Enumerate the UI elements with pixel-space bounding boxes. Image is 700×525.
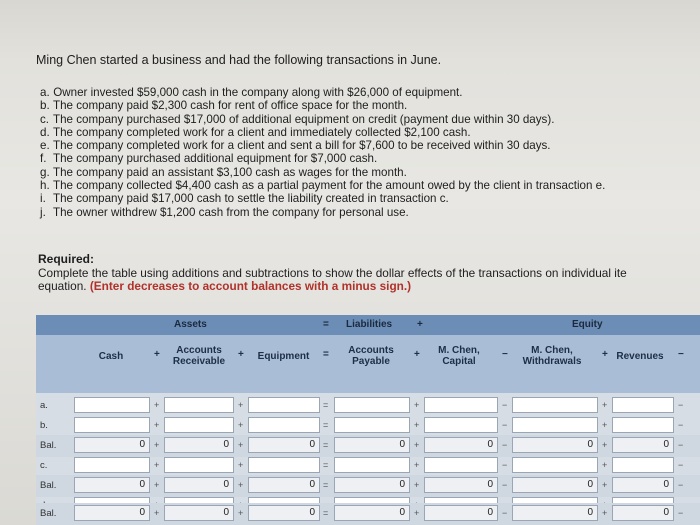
ar-balance: 0 [164,477,234,493]
minus-op: − [502,349,508,360]
group-header-row [36,315,700,335]
op: + [238,460,244,470]
balance-row [36,475,700,497]
equipment-balance: 0 [248,505,320,521]
withdrawals-input[interactable] [512,457,598,473]
op: + [238,440,244,450]
cash-input[interactable] [74,417,150,433]
revenues-input[interactable] [612,417,674,433]
instructions: Complete the table using additions and subtractions to show the dollar effects of the transactions on individual ite equation. (Enter decreases to account balances with a minus sign.) [38,266,627,293]
op: − [502,508,508,518]
op: − [502,480,508,490]
revenues-input[interactable] [612,457,674,473]
transaction-item: a. Owner invested $59,000 cash in the company along with $26,000 of equipment. [40,86,463,99]
transaction-item: h. The company collected $4,400 cash as a partial payment for the amount owed by the client in transaction e. [40,179,606,193]
op: + [602,400,608,410]
equipment-input[interactable] [248,417,320,433]
op: + [154,420,160,430]
op: − [502,460,508,470]
op: + [414,440,420,450]
row-label: b. [40,420,48,431]
op: − [678,460,684,470]
op: + [414,420,420,430]
row-label: Bal. [40,440,57,451]
transaction-item: f. The company purchased additional equipment for $7,000 cash. [40,152,378,166]
capital-input[interactable] [424,457,498,473]
op: + [154,508,160,518]
ap-balance: 0 [334,477,410,493]
equals-sign: = [323,319,329,330]
op: − [502,400,508,410]
capital-input[interactable] [424,417,498,433]
withdrawals-input[interactable] [512,417,598,433]
cash-input[interactable] [74,397,150,413]
balance-row [36,503,700,525]
transaction-item: b. The company paid $2,300 cash for rent of office space for the month. [40,99,408,113]
minus-op: − [678,349,684,360]
ar-input[interactable] [164,397,234,413]
ar-header: Accounts Receivable [172,345,226,367]
ap-balance: 0 [334,437,410,453]
withdrawals-balance: 0 [512,477,598,493]
withdrawals-header: M. Chen, Withdrawals [522,345,582,367]
op: + [154,440,160,450]
withdrawals-balance: 0 [512,437,598,453]
op: + [602,508,608,518]
ap-header: Accounts Payable [348,345,394,367]
plus-op: + [414,349,420,360]
cash-balance: 0 [74,505,150,521]
withdrawals-balance: 0 [512,505,598,521]
row-label: a. [40,400,48,411]
op: = [323,508,329,518]
row-label: c. [40,460,48,471]
op: + [602,420,608,430]
cash-balance: 0 [74,477,150,493]
cash-header: Cash [98,351,124,362]
op: + [602,460,608,470]
table-row [36,395,700,417]
table-row [36,415,700,437]
cash-input[interactable] [74,457,150,473]
cash-balance: 0 [74,437,150,453]
assets-header: Assets [174,319,207,330]
op: − [678,400,684,410]
op: − [678,440,684,450]
withdrawals-input[interactable] [512,397,598,413]
op: + [414,460,420,470]
op: + [602,440,608,450]
instructions-emphasis: (Enter decreases to account balances with a minus sign.) [89,279,412,293]
op: − [678,508,684,518]
capital-balance: 0 [424,437,498,453]
equity-header: Equity [572,319,603,330]
op: = [323,400,329,410]
equipment-input[interactable] [248,397,320,413]
op: + [154,400,160,410]
revenues-balance: 0 [612,437,674,453]
op: + [154,480,160,490]
op: + [154,460,160,470]
op: + [414,508,420,518]
op: − [678,420,684,430]
row-label: Bal. [40,508,57,519]
capital-balance: 0 [424,505,498,521]
revenues-header: Revenues [616,351,664,362]
equipment-input[interactable] [248,457,320,473]
ap-input[interactable] [334,397,410,413]
op: + [238,400,244,410]
equipment-balance: 0 [248,437,320,453]
ar-balance: 0 [164,505,234,521]
op: + [602,480,608,490]
op: + [414,480,420,490]
op: − [502,440,508,450]
op: = [323,460,329,470]
balance-row [36,435,700,457]
revenues-balance: 0 [612,477,674,493]
transaction-item: i. The company paid $17,000 cash to settle the liability created in transaction c. [40,192,449,206]
op: − [502,420,508,430]
op: = [323,440,329,450]
transaction-item: g. The company paid an assistant $3,100 cash as wages for the month. [40,165,407,179]
row-label: Bal. [40,480,57,491]
ap-input[interactable] [334,457,410,473]
transaction-item: j. The owner withdrew $1,200 cash from the company for personal use. [40,205,409,219]
ap-input[interactable] [334,417,410,433]
plus-op: + [154,349,160,360]
op: + [238,420,244,430]
ar-input[interactable] [164,457,234,473]
liabilities-header: Liabilities [346,319,393,330]
table-row [36,455,700,477]
transaction-list [40,86,605,219]
capital-balance: 0 [424,477,498,493]
capital-input[interactable] [424,397,498,413]
revenues-input[interactable] [612,397,674,413]
op: = [323,420,329,430]
required-heading: Required: [38,252,95,266]
plus-op: + [602,349,608,360]
plus-sign: + [417,319,423,330]
op: + [414,400,420,410]
problem-intro: Ming Chen started a business and had the following transactions in June. [36,53,442,67]
op: + [238,480,244,490]
op: + [238,508,244,518]
equipment-header: Equipment [257,351,310,362]
transaction-item: d. The company completed work for a client and immediately collected $2,100 cash. [40,125,471,139]
equals-op: = [323,349,329,360]
ar-balance: 0 [164,437,234,453]
op: = [323,480,329,490]
ar-input[interactable] [164,417,234,433]
capital-header: M. Chen, Capital [438,345,480,367]
accounting-equation-table [36,315,700,525]
transaction-item: e. The company completed work for a client and sent a bill for $7,600 to be received within 30 days. [40,139,551,153]
equipment-balance: 0 [248,477,320,493]
ap-balance: 0 [334,505,410,521]
plus-op: + [238,349,244,360]
transaction-item: c. The company purchased $17,000 of additional equipment on credit (payment due within 30 days). [40,112,555,126]
revenues-balance: 0 [612,505,674,521]
op: − [678,480,684,490]
column-header-row [36,335,700,393]
